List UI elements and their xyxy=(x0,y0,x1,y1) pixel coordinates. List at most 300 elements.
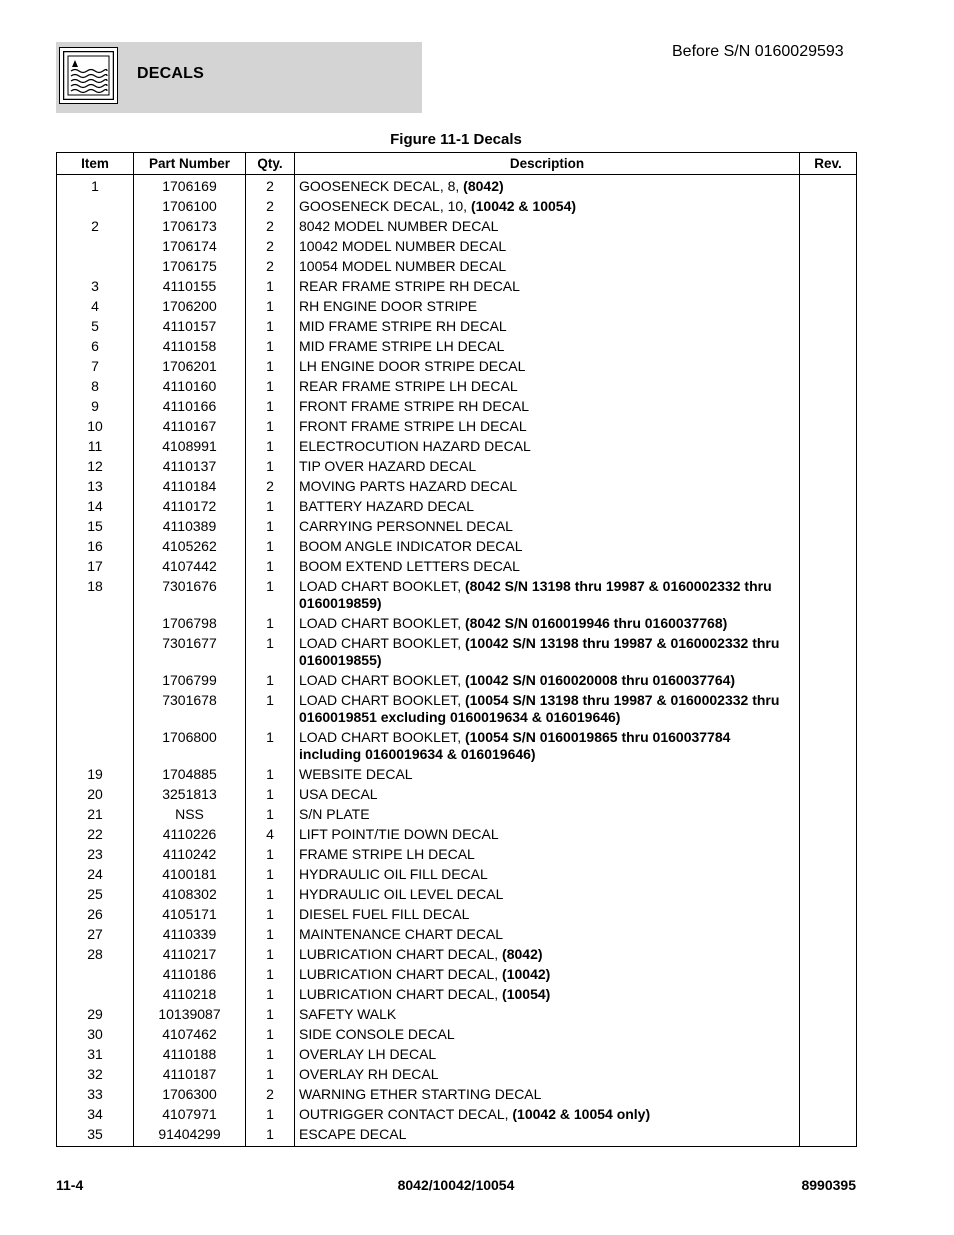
description xyxy=(295,297,800,317)
revision xyxy=(800,577,857,614)
item-number: 3 xyxy=(57,277,134,297)
part-number: 1706300 xyxy=(134,1085,246,1105)
description-qualifier: (8042) xyxy=(502,946,543,962)
table-row xyxy=(57,671,857,691)
quantity: 4 xyxy=(246,825,295,845)
part-number: 1706173 xyxy=(134,217,246,237)
description-text: LOAD CHART BOOKLET, xyxy=(299,635,465,651)
description-text: FRONT FRAME STRIPE RH DECAL xyxy=(299,398,529,414)
item-number: 21 xyxy=(57,805,134,825)
part-number: 1706798 xyxy=(134,614,246,634)
description-text: USA DECAL xyxy=(299,786,378,802)
revision xyxy=(800,1065,857,1085)
model-numbers: 8042/10042/10054 xyxy=(397,1177,515,1193)
quantity: 1 xyxy=(246,965,295,985)
item-number: 24 xyxy=(57,865,134,885)
part-number: 4110226 xyxy=(134,825,246,845)
table-row xyxy=(57,1005,857,1025)
item-number xyxy=(57,634,134,671)
item-number xyxy=(57,257,134,277)
description-text: LUBRICATION CHART DECAL, xyxy=(299,986,503,1002)
table-row xyxy=(57,397,857,417)
description-text: REAR FRAME STRIPE RH DECAL xyxy=(299,278,520,294)
revision xyxy=(800,691,857,728)
table-row xyxy=(57,691,857,728)
part-number: 7301677 xyxy=(134,634,246,671)
item-number: 28 xyxy=(57,945,134,965)
table-row xyxy=(57,1105,857,1125)
revision xyxy=(800,905,857,925)
quantity: 1 xyxy=(246,537,295,557)
quantity: 1 xyxy=(246,317,295,337)
revision xyxy=(800,457,857,477)
description-text: LOAD CHART BOOKLET, xyxy=(299,578,465,594)
revision xyxy=(800,728,857,765)
description-text: MAINTENANCE CHART DECAL xyxy=(299,926,504,942)
description-text: 10042 MODEL NUMBER DECAL xyxy=(299,238,507,254)
description-qualifier: (10054 S/N 13198 thru 19987 & 0160002332 thru 0160019851 excluding 0160019634 & 016019646) xyxy=(299,692,780,725)
description-text: FRONT FRAME STRIPE LH DECAL xyxy=(299,418,527,434)
table-row xyxy=(57,357,857,377)
part-number: 1706175 xyxy=(134,257,246,277)
table-row xyxy=(57,497,857,517)
description-qualifier: (10042) xyxy=(502,966,551,982)
description-text: LOAD CHART BOOKLET, xyxy=(299,672,465,688)
table-row xyxy=(57,517,857,537)
part-number: 1706200 xyxy=(134,297,246,317)
description xyxy=(295,457,800,477)
part-number: 4110166 xyxy=(134,397,246,417)
table-row xyxy=(57,237,857,257)
description xyxy=(295,417,800,437)
quantity: 2 xyxy=(246,1085,295,1105)
item-number: 13 xyxy=(57,477,134,497)
part-number: 4110389 xyxy=(134,517,246,537)
revision xyxy=(800,1085,857,1105)
quantity: 2 xyxy=(246,237,295,257)
revision xyxy=(800,357,857,377)
quantity: 1 xyxy=(246,885,295,905)
column-header-rev: Rev. xyxy=(800,153,857,175)
description xyxy=(295,357,800,377)
item-number: 15 xyxy=(57,517,134,537)
description xyxy=(295,217,800,237)
revision xyxy=(800,765,857,785)
part-number: 4110158 xyxy=(134,337,246,357)
description-text: OVERLAY LH DECAL xyxy=(299,1046,437,1062)
revision xyxy=(800,965,857,985)
part-number: 4100181 xyxy=(134,865,246,885)
description-text: LUBRICATION CHART DECAL, xyxy=(299,966,503,982)
description-text: BOOM ANGLE INDICATOR DECAL xyxy=(299,538,523,554)
part-number: 4110217 xyxy=(134,945,246,965)
quantity: 1 xyxy=(246,1105,295,1125)
part-number: 4110167 xyxy=(134,417,246,437)
revision xyxy=(800,497,857,517)
item-number: 12 xyxy=(57,457,134,477)
page-number: 11-4 xyxy=(56,1177,84,1193)
part-number: 7301676 xyxy=(134,577,246,614)
quantity: 2 xyxy=(246,477,295,497)
part-number: 4105171 xyxy=(134,905,246,925)
part-number: 1704885 xyxy=(134,765,246,785)
table-row xyxy=(57,885,857,905)
description xyxy=(295,805,800,825)
quantity: 1 xyxy=(246,557,295,577)
column-header-item: Item xyxy=(57,153,134,175)
table-row xyxy=(57,337,857,357)
table-row xyxy=(57,1045,857,1065)
table-row xyxy=(57,175,857,198)
quantity: 1 xyxy=(246,1045,295,1065)
description xyxy=(295,985,800,1005)
item-number xyxy=(57,614,134,634)
description xyxy=(295,517,800,537)
table-row xyxy=(57,1125,857,1147)
description xyxy=(295,925,800,945)
quantity: 1 xyxy=(246,277,295,297)
description xyxy=(295,965,800,985)
part-number: 4107442 xyxy=(134,557,246,577)
quantity: 1 xyxy=(246,577,295,614)
description-text: WARNING ETHER STARTING DECAL xyxy=(299,1086,542,1102)
description xyxy=(295,497,800,517)
description-text: SAFETY WALK xyxy=(299,1006,397,1022)
description xyxy=(295,785,800,805)
item-number: 18 xyxy=(57,577,134,614)
item-number: 2 xyxy=(57,217,134,237)
revision xyxy=(800,945,857,965)
item-number: 35 xyxy=(57,1125,134,1147)
item-number: 7 xyxy=(57,357,134,377)
description-text: SIDE CONSOLE DECAL xyxy=(299,1026,455,1042)
description-text: LOAD CHART BOOKLET, xyxy=(299,692,465,708)
item-number: 1 xyxy=(57,175,134,198)
quantity: 1 xyxy=(246,437,295,457)
item-number xyxy=(57,671,134,691)
description-text: TIP OVER HAZARD DECAL xyxy=(299,458,477,474)
quantity: 1 xyxy=(246,397,295,417)
description-text: LH ENGINE DOOR STRIPE DECAL xyxy=(299,358,526,374)
revision xyxy=(800,925,857,945)
description-text: S/N PLATE xyxy=(299,806,370,822)
table-row xyxy=(57,477,857,497)
description-text: HYDRAULIC OIL LEVEL DECAL xyxy=(299,886,504,902)
item-number: 14 xyxy=(57,497,134,517)
revision xyxy=(800,1125,857,1147)
item-number: 32 xyxy=(57,1065,134,1085)
description xyxy=(295,825,800,845)
description xyxy=(295,765,800,785)
table-row xyxy=(57,614,857,634)
table-row xyxy=(57,257,857,277)
revision xyxy=(800,317,857,337)
description-text: REAR FRAME STRIPE LH DECAL xyxy=(299,378,518,394)
table-row xyxy=(57,197,857,217)
quantity: 1 xyxy=(246,337,295,357)
revision xyxy=(800,217,857,237)
parts-table-body xyxy=(57,175,857,1147)
description xyxy=(295,1125,800,1147)
table-row xyxy=(57,297,857,317)
revision xyxy=(800,845,857,865)
part-number: 4108302 xyxy=(134,885,246,905)
description-qualifier: (10042 & 10054 only) xyxy=(512,1106,651,1122)
item-number: 16 xyxy=(57,537,134,557)
item-number xyxy=(57,728,134,765)
revision xyxy=(800,1005,857,1025)
item-number xyxy=(57,691,134,728)
description-qualifier: (10042 S/N 0160020008 thru 0160037764) xyxy=(464,672,736,688)
quantity: 1 xyxy=(246,845,295,865)
description-qualifier: (10054 S/N 0160019865 thru 0160037784 including 0160019634 & 016019646) xyxy=(299,729,731,762)
description xyxy=(295,1045,800,1065)
item-number: 10 xyxy=(57,417,134,437)
serial-number-note: Before S/N 0160029593 xyxy=(672,43,844,60)
item-number: 11 xyxy=(57,437,134,457)
description xyxy=(295,1065,800,1085)
item-number: 30 xyxy=(57,1025,134,1045)
item-number: 33 xyxy=(57,1085,134,1105)
description xyxy=(295,905,800,925)
item-number xyxy=(57,197,134,217)
table-row xyxy=(57,765,857,785)
description xyxy=(295,691,800,728)
description xyxy=(295,865,800,885)
description xyxy=(295,477,800,497)
revision xyxy=(800,277,857,297)
part-number: 7301678 xyxy=(134,691,246,728)
revision xyxy=(800,537,857,557)
table-row xyxy=(57,905,857,925)
table-row xyxy=(57,317,857,337)
decal-section-icon xyxy=(59,47,118,104)
item-number: 5 xyxy=(57,317,134,337)
quantity: 2 xyxy=(246,175,295,198)
quantity: 2 xyxy=(246,257,295,277)
table-row xyxy=(57,457,857,477)
revision xyxy=(800,885,857,905)
description xyxy=(295,614,800,634)
item-number: 22 xyxy=(57,825,134,845)
description xyxy=(295,671,800,691)
description xyxy=(295,175,800,198)
quantity: 1 xyxy=(246,457,295,477)
description-text: ELECTROCUTION HAZARD DECAL xyxy=(299,438,531,454)
part-number: NSS xyxy=(134,805,246,825)
column-header-qty: Qty. xyxy=(246,153,295,175)
part-number: 1706174 xyxy=(134,237,246,257)
description-qualifier: (10054) xyxy=(502,986,551,1002)
description-text: DIESEL FUEL FILL DECAL xyxy=(299,906,470,922)
description-qualifier: (10042 S/N 13198 thru 19987 & 0160002332 thru 0160019855) xyxy=(299,635,780,668)
quantity: 1 xyxy=(246,925,295,945)
revision xyxy=(800,477,857,497)
description-text: WEBSITE DECAL xyxy=(299,766,413,782)
item-number: 4 xyxy=(57,297,134,317)
description-text: 8042 MODEL NUMBER DECAL xyxy=(299,218,499,234)
part-number: 4110157 xyxy=(134,317,246,337)
item-number: 6 xyxy=(57,337,134,357)
description-text: LIFT POINT/TIE DOWN DECAL xyxy=(299,826,499,842)
quantity: 1 xyxy=(246,985,295,1005)
table-row xyxy=(57,785,857,805)
description xyxy=(295,728,800,765)
description-text: LOAD CHART BOOKLET, xyxy=(299,729,465,745)
part-number: 4110184 xyxy=(134,477,246,497)
description-text: GOOSENECK DECAL, 8, xyxy=(299,178,464,194)
part-number: 4110187 xyxy=(134,1065,246,1085)
description xyxy=(295,634,800,671)
description xyxy=(295,197,800,217)
description-text: MID FRAME STRIPE LH DECAL xyxy=(299,338,505,354)
parts-table xyxy=(56,152,857,1147)
table-row xyxy=(57,1065,857,1085)
quantity: 1 xyxy=(246,865,295,885)
quantity: 1 xyxy=(246,357,295,377)
quantity: 1 xyxy=(246,728,295,765)
table-row xyxy=(57,437,857,457)
item-number: 20 xyxy=(57,785,134,805)
description xyxy=(295,845,800,865)
description xyxy=(295,1025,800,1045)
part-number: 4107971 xyxy=(134,1105,246,1125)
part-number: 4110218 xyxy=(134,985,246,1005)
table-row xyxy=(57,965,857,985)
table-row xyxy=(57,377,857,397)
revision xyxy=(800,517,857,537)
table-row xyxy=(57,557,857,577)
quantity: 1 xyxy=(246,517,295,537)
quantity: 1 xyxy=(246,905,295,925)
figure-title: Figure 11-1 Decals xyxy=(390,131,522,148)
description xyxy=(295,377,800,397)
document-number: 8990395 xyxy=(801,1177,856,1193)
part-number: 3251813 xyxy=(134,785,246,805)
revision xyxy=(800,257,857,277)
quantity: 1 xyxy=(246,417,295,437)
revision xyxy=(800,437,857,457)
description xyxy=(295,1105,800,1125)
item-number: 8 xyxy=(57,377,134,397)
table-row xyxy=(57,728,857,765)
description-text: FRAME STRIPE LH DECAL xyxy=(299,846,475,862)
revision xyxy=(800,1105,857,1125)
part-number: 1706201 xyxy=(134,357,246,377)
description-qualifier: (8042 S/N 0160019946 thru 0160037768) xyxy=(464,615,728,631)
quantity: 1 xyxy=(246,497,295,517)
description-qualifier: (10042 & 10054) xyxy=(470,198,577,214)
table-row xyxy=(57,537,857,557)
item-number: 17 xyxy=(57,557,134,577)
item-number: 19 xyxy=(57,765,134,785)
description xyxy=(295,237,800,257)
description xyxy=(295,945,800,965)
table-row xyxy=(57,865,857,885)
revision xyxy=(800,197,857,217)
section-title: DECALS xyxy=(137,65,204,82)
table-row xyxy=(57,1025,857,1045)
revision xyxy=(800,397,857,417)
item-number: 29 xyxy=(57,1005,134,1025)
item-number: 34 xyxy=(57,1105,134,1125)
table-row xyxy=(57,945,857,965)
item-number: 9 xyxy=(57,397,134,417)
description-text: 10054 MODEL NUMBER DECAL xyxy=(299,258,507,274)
quantity: 1 xyxy=(246,785,295,805)
description-text: MOVING PARTS HAZARD DECAL xyxy=(299,478,518,494)
revision xyxy=(800,377,857,397)
revision xyxy=(800,237,857,257)
item-number: 26 xyxy=(57,905,134,925)
table-header-row xyxy=(57,153,857,175)
part-number: 4110172 xyxy=(134,497,246,517)
quantity: 1 xyxy=(246,634,295,671)
table-row xyxy=(57,825,857,845)
table-row xyxy=(57,634,857,671)
quantity: 2 xyxy=(246,217,295,237)
description-text: BOOM EXTEND LETTERS DECAL xyxy=(299,558,520,574)
description xyxy=(295,537,800,557)
quantity: 2 xyxy=(246,197,295,217)
quantity: 1 xyxy=(246,377,295,397)
description xyxy=(295,1085,800,1105)
description xyxy=(295,277,800,297)
description-qualifier: (8042 S/N 13198 thru 19987 & 0160002332 thru 0160019859) xyxy=(299,578,772,611)
table-row xyxy=(57,417,857,437)
item-number xyxy=(57,965,134,985)
part-number: 1706169 xyxy=(134,175,246,198)
column-header-description: Description xyxy=(295,153,800,175)
description-text: LUBRICATION CHART DECAL, xyxy=(299,946,503,962)
revision xyxy=(800,614,857,634)
revision xyxy=(800,337,857,357)
description-text: MID FRAME STRIPE RH DECAL xyxy=(299,318,507,334)
description-text: BATTERY HAZARD DECAL xyxy=(299,498,475,514)
description-text: HYDRAULIC OIL FILL DECAL xyxy=(299,866,488,882)
description-text: CARRYING PERSONNEL DECAL xyxy=(299,518,513,534)
part-number: 4110137 xyxy=(134,457,246,477)
item-number: 27 xyxy=(57,925,134,945)
quantity: 1 xyxy=(246,805,295,825)
quantity: 1 xyxy=(246,671,295,691)
description xyxy=(295,885,800,905)
part-number: 4110186 xyxy=(134,965,246,985)
part-number: 4108991 xyxy=(134,437,246,457)
revision xyxy=(800,1025,857,1045)
description xyxy=(295,437,800,457)
quantity: 1 xyxy=(246,614,295,634)
revision xyxy=(800,825,857,845)
description-text: ESCAPE DECAL xyxy=(299,1126,407,1142)
part-number: 4110242 xyxy=(134,845,246,865)
part-number: 4110155 xyxy=(134,277,246,297)
part-number: 4110339 xyxy=(134,925,246,945)
revision xyxy=(800,805,857,825)
table-row xyxy=(57,845,857,865)
quantity: 1 xyxy=(246,1025,295,1045)
part-number: 4110188 xyxy=(134,1045,246,1065)
item-number: 31 xyxy=(57,1045,134,1065)
part-number: 4107462 xyxy=(134,1025,246,1045)
revision xyxy=(800,634,857,671)
part-number: 91404299 xyxy=(134,1125,246,1147)
table-row xyxy=(57,217,857,237)
description xyxy=(295,557,800,577)
part-number: 1706100 xyxy=(134,197,246,217)
quantity: 1 xyxy=(246,1125,295,1147)
quantity: 1 xyxy=(246,1005,295,1025)
